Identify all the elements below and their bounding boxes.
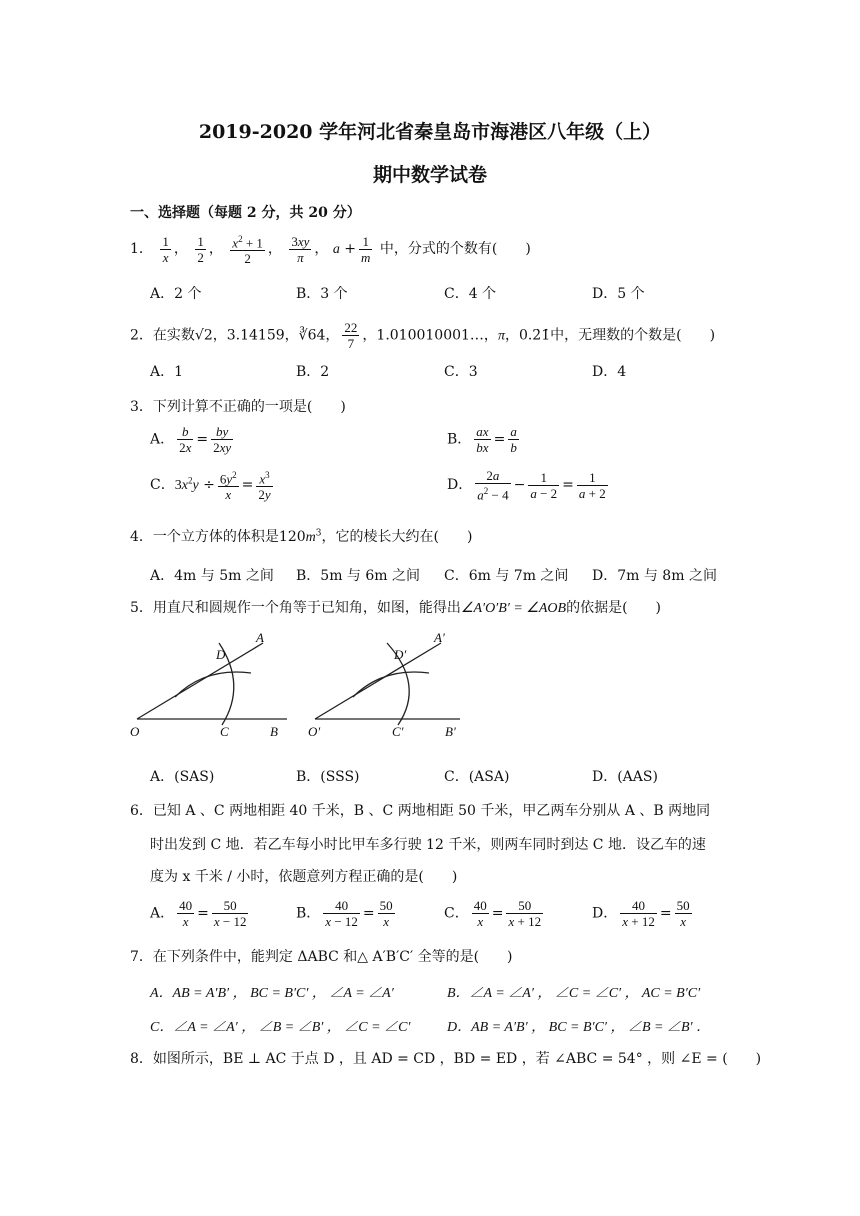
q4-option-b[interactable]: B．5m 与 6m 之间 bbox=[296, 568, 421, 584]
q1-frac-4: $\frac{3xy}{\pi}$ bbox=[291, 233, 310, 265]
q1-option-c[interactable]: C．4 个 bbox=[444, 286, 497, 302]
q7-option-b[interactable]: B．∠A = ∠A′ ， ∠C = ∠C′ ， AC = B′C′ bbox=[447, 986, 701, 1001]
q3-option-b[interactable]: B． $\frac{ax}{bx}$ = $\frac{a}{b}$ bbox=[447, 424, 517, 455]
q2-frac: $\frac{22}{7}$ bbox=[344, 320, 358, 351]
q3-option-d[interactable]: D． $\frac{2a}{a^2 - 4}$ − $\frac{1}{a - 2}$ = $\frac{1}{a + 2}$ bbox=[447, 468, 606, 503]
q1-tail: 中，分式的个数有( ) bbox=[379, 241, 531, 258]
fig2-label-d: D′ bbox=[394, 647, 407, 662]
q3-label-c: C． bbox=[150, 477, 175, 494]
q1-frac-1: $\frac{1}{x}$ bbox=[162, 233, 169, 265]
q3-option-c[interactable]: C．$3x^2y$ ÷ $\frac{6y^2}{x}$ = $\frac{x^3}{2y}$ bbox=[150, 470, 271, 503]
question-6-line-2: 时出发到 C 地．若乙车每小时比甲车多行驶 12 千米，则两车同时到达 C 地．设乙车的速 bbox=[150, 837, 706, 853]
q4-text-a: 4．一个立方体的体积是 bbox=[130, 529, 279, 545]
q3-option-a[interactable]: A． $\frac{b}{2x}$ = $\frac{by}{2xy}$ bbox=[150, 424, 232, 455]
q3-label-a: A． bbox=[150, 431, 175, 448]
fig2-label-o: O′ bbox=[308, 724, 321, 739]
question-7: 7．在下列条件中，能判定 ΔABC 和△ A′B′C′ 全等的是( ) bbox=[130, 949, 513, 965]
fig2-ray-oa bbox=[315, 643, 441, 719]
q1-frac-2: $\frac{1}{2}$ bbox=[197, 233, 204, 265]
q6-label-c: C． bbox=[444, 905, 469, 922]
q5-text-b: 的依据是( ) bbox=[566, 600, 662, 616]
fig1-arc-small bbox=[175, 672, 251, 697]
question-1: 1． $\frac{1}{x}$ ， $\frac{1}{2}$ ， $\frac{x^2 + 1}{2}$ ， $\frac{3xy}{\pi}$ ， a + $\frac{1}{m}$ 中，分式的个数有( ) bbox=[130, 233, 531, 267]
q1-frac-3: $\frac{x^2 + 1}{2}$ bbox=[232, 234, 263, 267]
q2-option-a[interactable]: A．1 bbox=[150, 364, 184, 380]
q4-text-b: ，它的棱长大约在( ) bbox=[321, 529, 473, 545]
question-2: 2．在实数√2，3.14159，∛64， $\frac{22}{7}$ ，1.010010001…，π，0.2̇1̇中，无理数的个数是( ) bbox=[130, 320, 716, 351]
fig2-arc-small bbox=[353, 672, 429, 697]
q7-option-d[interactable]: D．AB = A′B′ ， BC = B′C′ ， ∠B = ∠B′ ． bbox=[447, 1020, 711, 1035]
fig2-label-b: B′ bbox=[445, 724, 456, 739]
fig1-label-a: A bbox=[256, 630, 264, 645]
question-8: 8．如图所示，BE ⊥ AC 于点 D ，且 AD = CD ，BD = ED ，若 ∠ABC = 54° ，则 ∠E = ( ) bbox=[130, 1051, 762, 1067]
q2-text-e: 中，无理数的个数是( ) bbox=[550, 327, 716, 344]
fig2-label-c: C′ bbox=[392, 724, 404, 739]
q5-option-b[interactable]: B．(SSS) bbox=[296, 769, 360, 785]
q2-text-b: ，3.14159， bbox=[212, 327, 299, 344]
section-heading: 一、选择题（每题 2 分，共 20 分） bbox=[130, 205, 361, 221]
q2-option-b[interactable]: B．2 bbox=[296, 364, 330, 380]
question-4: 4．一个立方体的体积是$120m^3$，它的棱长大约在( ) bbox=[130, 528, 473, 545]
q5-figure bbox=[125, 625, 485, 750]
title-line-1: 2019-2020 学年河北省秦皇岛市海港区八年级（上） bbox=[198, 121, 662, 143]
q1-number: 1． bbox=[130, 241, 153, 258]
q7-option-c[interactable]: C．∠A = ∠A′ ， ∠B = ∠B′ ， ∠C = ∠C′ bbox=[150, 1020, 411, 1035]
fig1-label-b: B bbox=[270, 724, 278, 739]
title-line-2: 期中数学试卷 bbox=[372, 164, 487, 186]
question-6-line-3: 度为 x 千米 / 小时，依题意列方程正确的是( ) bbox=[150, 869, 458, 885]
q2-text-c: ，1.010010001…， bbox=[362, 327, 498, 344]
q5-option-a[interactable]: A．(SAS) bbox=[150, 769, 215, 785]
q2-text-a: 2．在实数 bbox=[130, 327, 195, 344]
q3-label-b: B． bbox=[447, 431, 472, 448]
q1-option-d[interactable]: D．5 个 bbox=[592, 286, 645, 302]
question-5: 5．用直尺和圆规作一个角等于已知角，如图，能得出∠A′O′B′ = ∠AOB的依据是( ) bbox=[130, 600, 662, 616]
q6-option-c[interactable]: C． $\frac{40}{x}$ = $\frac{50}{x + 12}$ bbox=[444, 898, 542, 929]
q5-option-c[interactable]: C．(ASA) bbox=[444, 769, 510, 785]
q7-option-a[interactable]: A．AB = A′B′ ， BC = B′C′ ， ∠A = ∠A′ bbox=[150, 986, 394, 1001]
q1-option-b[interactable]: B．3 个 bbox=[296, 286, 348, 302]
q4-option-d[interactable]: D．7m 与 8m 之间 bbox=[592, 568, 717, 584]
q2-text-d: ， bbox=[504, 327, 519, 344]
fig1-label-o: O bbox=[130, 724, 140, 739]
q6-label-a: A． bbox=[150, 905, 175, 922]
fig1-ray-oa bbox=[137, 643, 263, 719]
q6-option-b[interactable]: B． $\frac{40}{x - 12}$ = $\frac{50}{x}$ bbox=[296, 898, 393, 929]
q5-text-a: 5．用直尺和圆规作一个角等于已知角，如图，能得出 bbox=[130, 600, 461, 616]
fig2-label-a: A′ bbox=[434, 630, 445, 645]
q4-option-a[interactable]: A．4m 与 5m 之间 bbox=[150, 568, 274, 584]
fig1-label-d: D bbox=[216, 647, 226, 662]
q2-option-c[interactable]: C．3 bbox=[444, 364, 478, 380]
q4-option-c[interactable]: C．6m 与 7m 之间 bbox=[444, 568, 569, 584]
question-3: 3．下列计算不正确的一项是( ) bbox=[130, 399, 346, 415]
q6-option-d[interactable]: D． $\frac{40}{x + 12}$ = $\frac{50}{x}$ bbox=[592, 898, 690, 929]
q2-option-d[interactable]: D．4 bbox=[592, 364, 627, 380]
q5-option-d[interactable]: D．(AAS) bbox=[592, 769, 658, 785]
fig1-label-c: C bbox=[220, 724, 229, 739]
q6-label-b: B． bbox=[296, 905, 321, 922]
q6-label-d: D． bbox=[592, 905, 618, 922]
q3-label-d: D． bbox=[447, 477, 473, 494]
q6-option-a[interactable]: A． $\frac{40}{x}$ = $\frac{50}{x - 12}$ bbox=[150, 898, 247, 929]
question-6-line-1: 6．已知 A 、C 两地相距 40 千米，B 、C 两地相距 50 千米，甲乙两车分别从 A 、B 两地同 bbox=[130, 803, 711, 819]
q1-frac-5: $\frac{1}{m}$ bbox=[361, 233, 371, 265]
q1-option-a[interactable]: A．2 个 bbox=[150, 286, 202, 302]
